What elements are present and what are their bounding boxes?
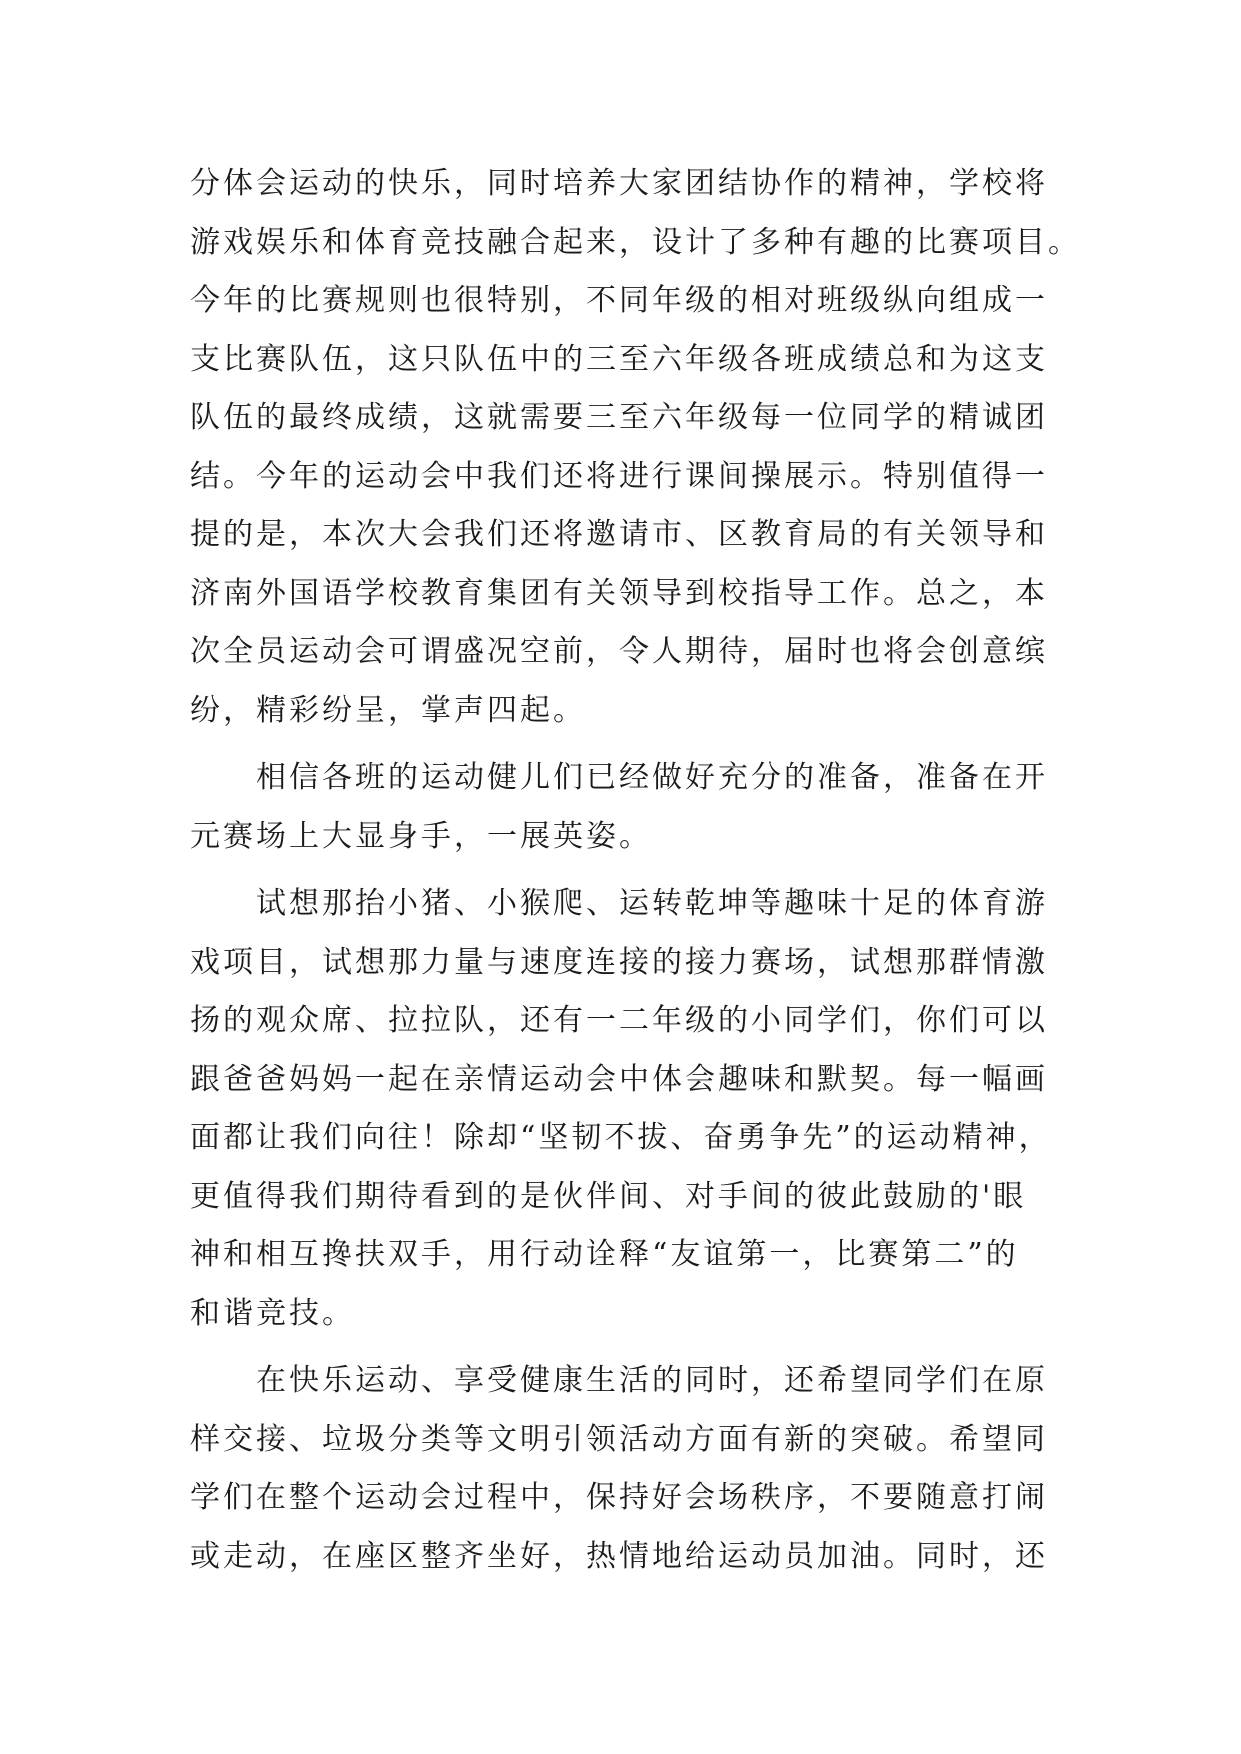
text-line: 纷，精彩纷呈，掌声四起。: [190, 692, 586, 728]
text-line: 支比赛队伍，这只队伍中的三至六年级各班成绩总和为这支: [190, 341, 1048, 377]
document-body: [190, 155, 1081, 1586]
paragraph-3: [190, 875, 1070, 1343]
text-line: 更值得我们期待看到的是伙伴间、对手间的彼此鼓励的'眼: [190, 1178, 1027, 1214]
paragraph-1: [190, 155, 1081, 740]
text-line: 或走动，在座区整齐坐好，热情地给运动员加油。同时，还: [190, 1538, 1048, 1574]
text-line: 学们在整个运动会过程中，保持好会场秩序，不要随意打闹: [190, 1480, 1048, 1515]
text-line: 队伍的最终成绩，这就需要三至六年级每一位同学的精诚团: [190, 400, 1048, 435]
text-line: 扬的观众席、拉拉队，还有一二年级的小同学们，你们可以: [190, 1003, 1048, 1038]
text-line: 元赛场上大显身手，一展英姿。: [190, 818, 652, 854]
text-line: 相信各班的运动健儿们已经做好充分的准备，准备在开: [190, 760, 1048, 795]
text-line: 次全员运动会可谓盛况空前，令人期待，届时也将会创意缤: [190, 634, 1048, 669]
text-line: 提的是，本次大会我们还将邀请市、区教育局的有关领导和: [190, 517, 1048, 552]
text-line: 神和相互搀扶双手，用行动诠释“友谊第一，比赛第二”的: [190, 1237, 1019, 1272]
text-line: 结。今年的运动会中我们还将进行课间操展示。特别值得一: [190, 458, 1048, 494]
text-line: 跟爸爸妈妈一起在亲情运动会中体会趣味和默契。每一幅画: [190, 1061, 1048, 1097]
text-line: 今年的比赛规则也很特别，不同年级的相对班级纵向组成一: [190, 283, 1048, 318]
paragraph-4: [190, 1352, 1070, 1586]
text-line: 样交接、垃圾分类等文明引领活动方面有新的突破。希望同: [190, 1421, 1048, 1457]
paragraph-2: [190, 749, 1070, 866]
text-line: 试想那抬小猪、小猴爬、运转乾坤等趣味十足的体育游: [190, 886, 1048, 921]
text-line: 游戏娱乐和体育竞技融合起来，设计了多种有趣的比赛项目。: [190, 224, 1081, 260]
text-line: 和谐竞技。: [190, 1295, 355, 1331]
text-line: 分体会运动的快乐，同时培养大家团结协作的精神，学校将: [190, 166, 1048, 201]
text-line: 济南外国语学校教育集团有关领导到校指导工作。总之，本: [190, 575, 1048, 611]
text-line: 面都让我们向往！除却“坚韧不拔、奋勇争先”的运动精神，: [190, 1120, 1052, 1155]
text-line: 在快乐运动、享受健康生活的同时，还希望同学们在原: [190, 1363, 1048, 1398]
text-line: 戏项目，试想那力量与速度连接的接力赛场，试想那群情激: [190, 944, 1048, 980]
